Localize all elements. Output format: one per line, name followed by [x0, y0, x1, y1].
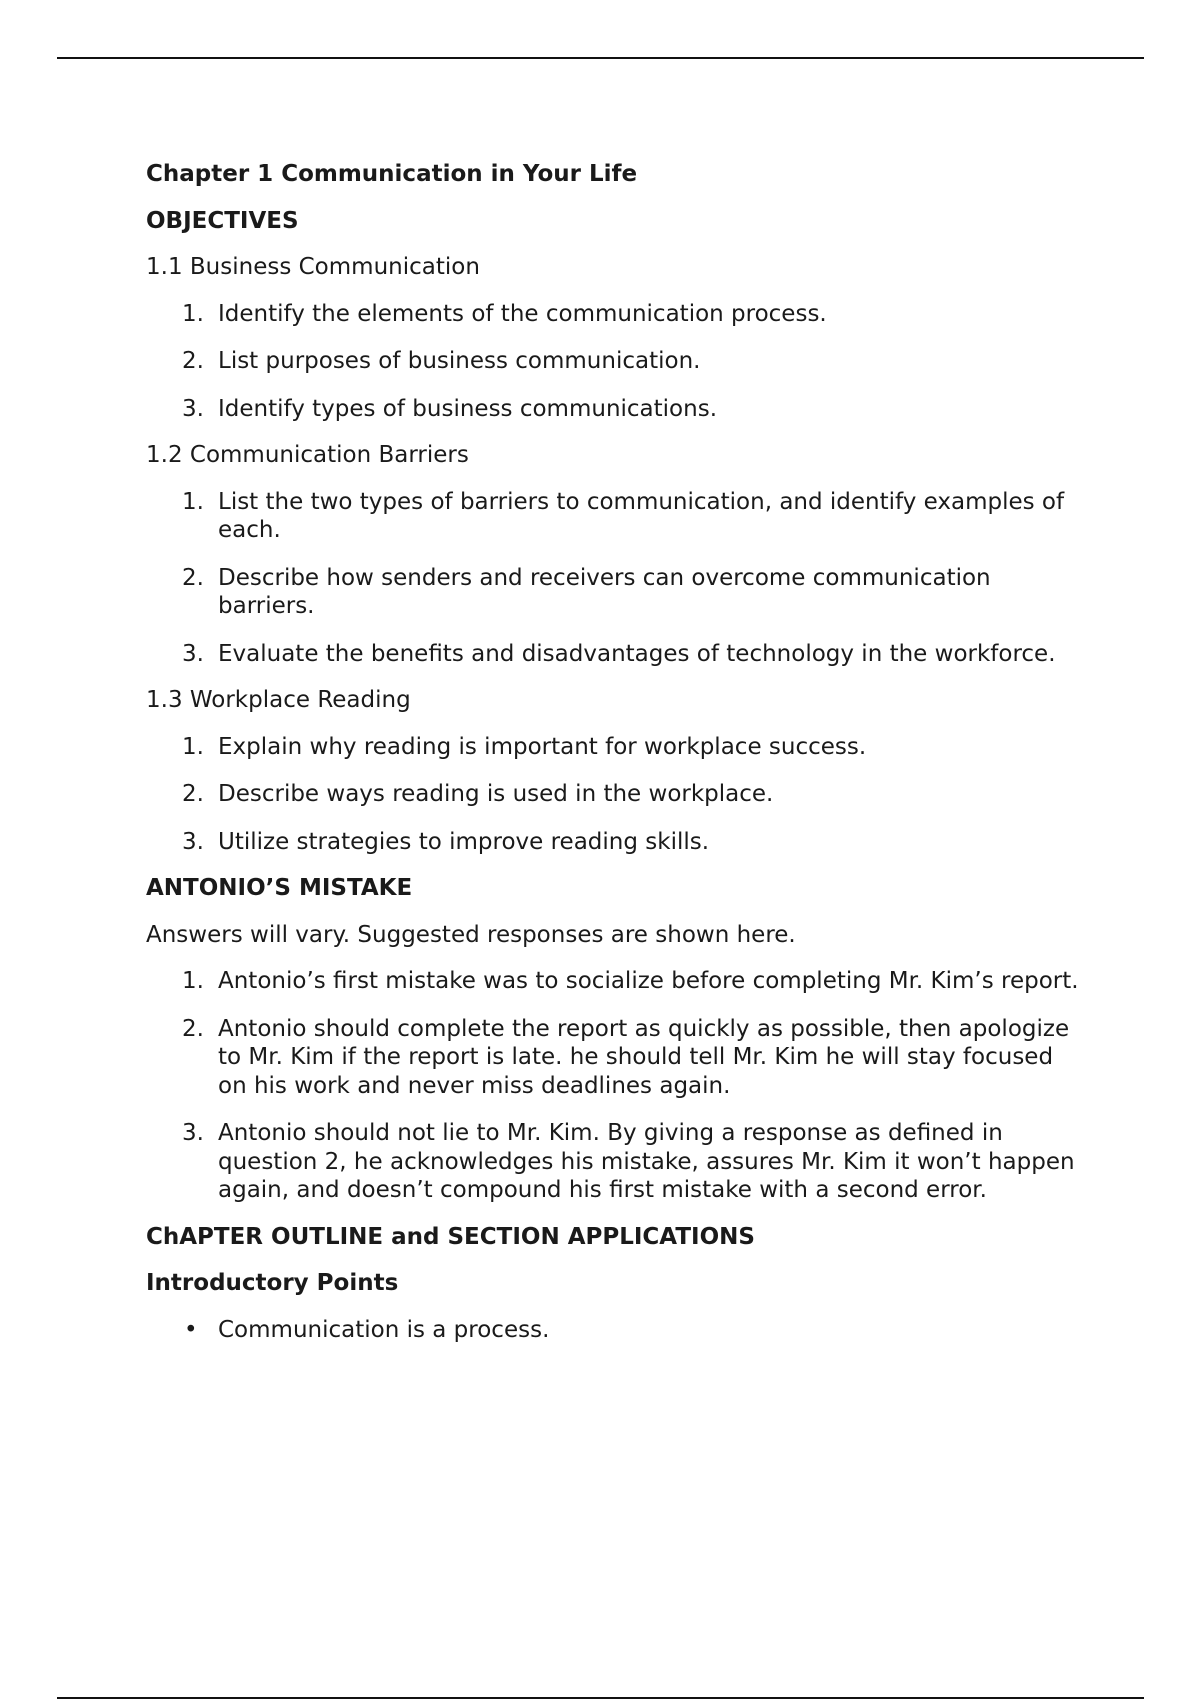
- section-1-1-list: [146, 300, 1086, 424]
- list-item: [146, 347, 1086, 376]
- list-item: [146, 300, 1086, 329]
- list-number: 2.: [182, 781, 204, 807]
- section-heading: 1.2 Communication Barriers: [146, 442, 469, 468]
- list-number: 1.: [182, 733, 204, 760]
- section-heading: 1.1 Business Communication: [146, 254, 480, 280]
- list-item: [146, 967, 1086, 996]
- outline-heading: ChAPTER OUTLINE and SECTION APPLICATIONS: [146, 1223, 755, 1250]
- list-item: [146, 1119, 1086, 1205]
- list-item-text: Antonio should not lie to Mr. Kim. By giving a response as defined in question 2, he acknowledges his mistake, assures Mr. Kim it won’t happen again, and doesn’t compound his first mistake with a second error.: [218, 1120, 1075, 1203]
- list-item-text: Describe ways reading is used in the workplace.: [218, 781, 774, 807]
- list-item: [146, 733, 1086, 762]
- list-item-text: List the two types of barriers to communication, and identify examples of each.: [218, 488, 1065, 543]
- list-item-text: Explain why reading is important for workplace success.: [218, 733, 867, 760]
- list-item-text: Antonio’s first mistake was to socialize before completing Mr. Kim’s report.: [218, 968, 1079, 994]
- list-item: [146, 640, 1086, 669]
- section-1-3-list: [146, 733, 1086, 857]
- list-item: [146, 564, 1086, 621]
- list-item-text: Evaluate the benefits and disadvantages of technology in the workforce.: [218, 640, 1056, 667]
- list-number: 2.: [182, 1015, 204, 1042]
- list-item: [146, 395, 1086, 424]
- top-rule: [57, 57, 1144, 59]
- section-1-2-list: [146, 488, 1086, 669]
- list-number: 1.: [182, 488, 204, 515]
- mistake-list: [146, 967, 1086, 1205]
- document-body: [146, 160, 1086, 1362]
- list-item-text: Utilize strategies to improve reading skills.: [218, 828, 710, 855]
- list-number: 1.: [182, 968, 204, 994]
- section-heading: 1.3 Workplace Reading: [146, 687, 411, 713]
- list-number: 2.: [182, 564, 204, 591]
- list-number: 2.: [182, 348, 204, 374]
- list-item-text: Describe how senders and receivers can overcome communication barriers.: [218, 564, 991, 619]
- list-number: 3.: [182, 395, 204, 422]
- list-item-text: List purposes of business communication.: [218, 348, 701, 374]
- list-item-text: Antonio should complete the report as quickly as possible, then apologize to Mr. Kim if the report is late. he should tell Mr. Kim he will stay focused on his work and never miss deadlines again.: [218, 1015, 1070, 1099]
- mistake-intro: Answers will vary. Suggested responses are shown here.: [146, 921, 796, 948]
- outline-bullet-list: [146, 1316, 1086, 1345]
- outline-subheading: Introductory Points: [146, 1270, 399, 1296]
- bottom-rule: [57, 1697, 1144, 1699]
- bullet-icon: •: [184, 1316, 198, 1343]
- list-number: 3.: [182, 1120, 204, 1146]
- list-item: [146, 828, 1086, 857]
- list-item: [146, 1015, 1086, 1101]
- list-number: 1.: [182, 300, 204, 327]
- list-item-text: Communication is a process.: [218, 1316, 550, 1343]
- list-item: [146, 488, 1086, 545]
- list-item-text: Identify types of business communications.: [218, 395, 718, 422]
- list-number: 3.: [182, 828, 204, 855]
- chapter-title: Chapter 1 Communication in Your Life: [146, 161, 638, 187]
- list-item: [146, 780, 1086, 809]
- list-number: 3.: [182, 640, 204, 667]
- list-item: [146, 1316, 1086, 1345]
- objectives-heading: OBJECTIVES: [146, 207, 299, 234]
- mistake-heading: ANTONIO’S MISTAKE: [146, 875, 413, 901]
- list-item-text: Identify the elements of the communication process.: [218, 300, 827, 327]
